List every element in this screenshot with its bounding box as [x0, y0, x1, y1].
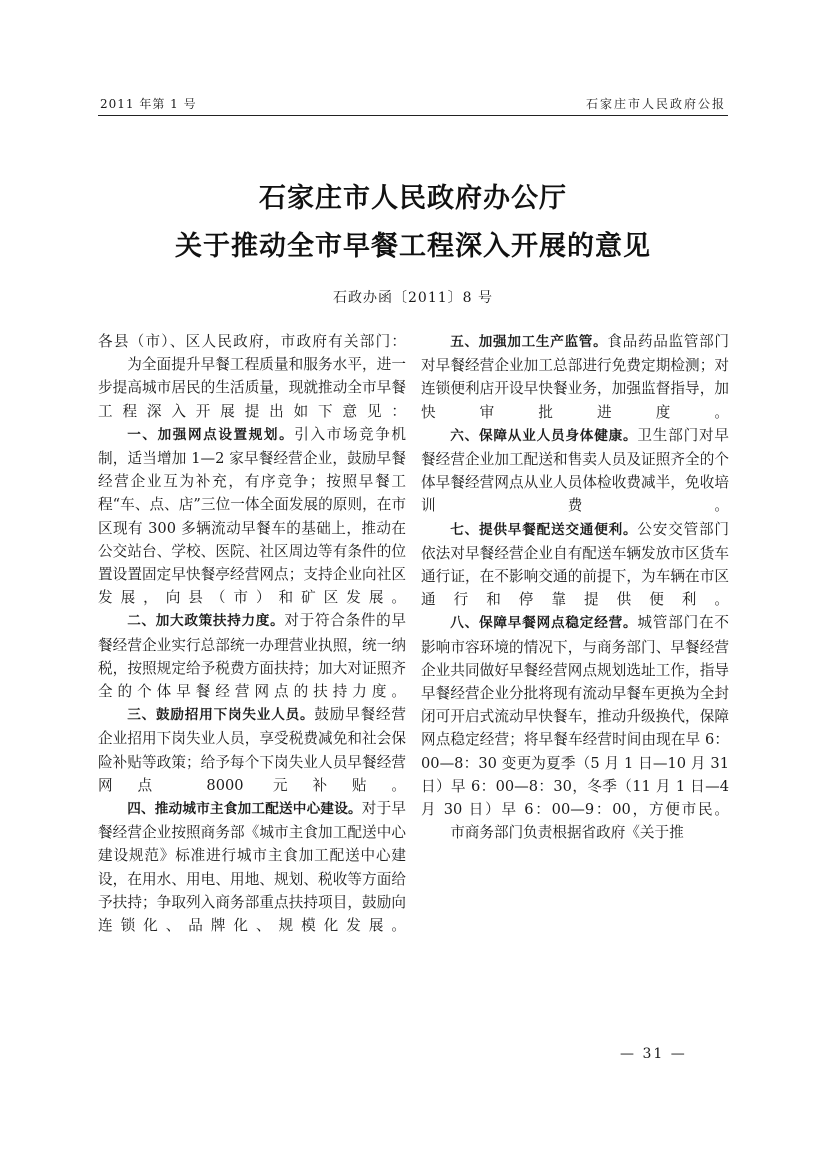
- section-paragraph: [98, 609, 406, 703]
- section-heading: 八、保障早餐网点稳定经营。: [450, 615, 638, 632]
- section-text: 对于早餐经营企业按照商务部《城市主食加工配送中心建设规范》标准进行城市主食加工配送中心建设，在用水、用电、用地、规划、税收等方面给予扶持；争取列入商务部重点扶持项目，鼓励向连锁化、品牌化、规模化发展。: [98, 800, 406, 935]
- section-heading: 三、鼓励招用下岗失业人员。: [127, 707, 315, 724]
- section-text: 城管部门在不影响市容环境的情况下，与商务部门、早餐经营企业共同做好早餐经营网点规划选址工作，指导早餐经营企业分批将现有流动早餐车更换为全封闭可开启式流动早快餐车，推动升级换代，保障网点稳定经营；将早餐车经营时间由现在早 6：00—8：30 变更为夏季（5 月 1 日—10 月 31 日）早 6：00—8：30，冬季（11 月 1 日—4 月 30 日）早 6：00—9：00，方便市民。: [421, 614, 729, 819]
- section-text: 鼓励早餐经营企业招用下岗失业人员，享受税费减免和社会保险补贴等政策；给予每个下岗失业人员早餐经营网点 8000 元补贴。: [98, 706, 406, 794]
- section-text: 对于符合条件的早餐经营企业实行总部统一办理营业执照，统一纳税，按照规定给予税费方面扶持；加大对证照齐全的个体早餐经营网点的扶持力度。: [98, 612, 406, 701]
- section-paragraph: [98, 423, 406, 610]
- section-paragraph: [421, 424, 729, 518]
- section-heading: 六、保障从业人员身体健康。: [450, 427, 638, 444]
- page-number: — 31 —: [620, 1046, 687, 1062]
- document-title-line-1: 石家庄市人民政府办公厅: [259, 183, 567, 214]
- section-text: 引入市场竞争机制，适当增加 1—2 家早餐经营企业，鼓励早餐经营企业互为补充，有序竞争；按照早餐工程“车、点、店”三位一体全面发展的原则，在市区现有 300 多辆流动早餐车的基础上，推动在公交站台、学校、医院、社区周边等有条件的位置设置固定早快餐亭经营网点；支持企业向社区发展，向县（市）和矿区发展。: [98, 425, 406, 607]
- intro-paragraph: 为全面提升早餐工程质量和服务水平，进一步提高城市居民的生活质量，现就推动全市早餐工程深入开展提出如下意见：: [98, 356, 406, 420]
- section-paragraph: [421, 330, 729, 424]
- section-text: 公安交管部门依法对早餐经营企业自有配送车辆发放市区货车通行证，在不影响交通的前提下，为车辆在市区通行和停靠提供便利。: [421, 520, 729, 609]
- document-title-line-2: 关于推动全市早餐工程深入开展的意见: [175, 231, 651, 262]
- running-header: [98, 93, 728, 115]
- text-column-right: [421, 330, 729, 844]
- publication-name: 石家庄市人民政府公报: [585, 97, 726, 111]
- text-column-left: [98, 330, 406, 937]
- section-heading: 四、推动城市主食加工配送中心建设。: [127, 801, 362, 818]
- section-paragraph: [98, 797, 406, 937]
- section-heading: 一、加强网点设置规划。: [127, 426, 295, 443]
- salutation: 各县（市）、区人民政府，市政府有关部门：: [98, 333, 406, 350]
- section-heading: 二、加大政策扶持力度。: [127, 613, 285, 630]
- header-divider: [98, 115, 728, 116]
- section-paragraph: [98, 703, 406, 797]
- section-heading: 七、提供早餐配送交通便利。: [450, 521, 638, 538]
- document-number: 石政办函〔2011〕8 号: [333, 290, 493, 306]
- issue-label: 2011 年第 1 号: [100, 97, 197, 111]
- section-text: 卫生部门对早餐经营企业加工配送和售卖人员及证照齐全的个体早餐经营网点从业人员体检收费减半，免收培训费。: [421, 426, 729, 515]
- section-paragraph: [421, 518, 729, 612]
- closing-paragraph: 市商务部门负责根据省政府《关于推: [450, 824, 684, 842]
- section-text: 食品药品监管部门对早餐经营企业加工总部进行免费定期检测；对连锁便利店开设早快餐业务，加强监督指导，加快审批进度。: [421, 333, 729, 421]
- section-paragraph: [421, 611, 729, 821]
- section-heading: 五、加强加工生产监管。: [450, 334, 608, 350]
